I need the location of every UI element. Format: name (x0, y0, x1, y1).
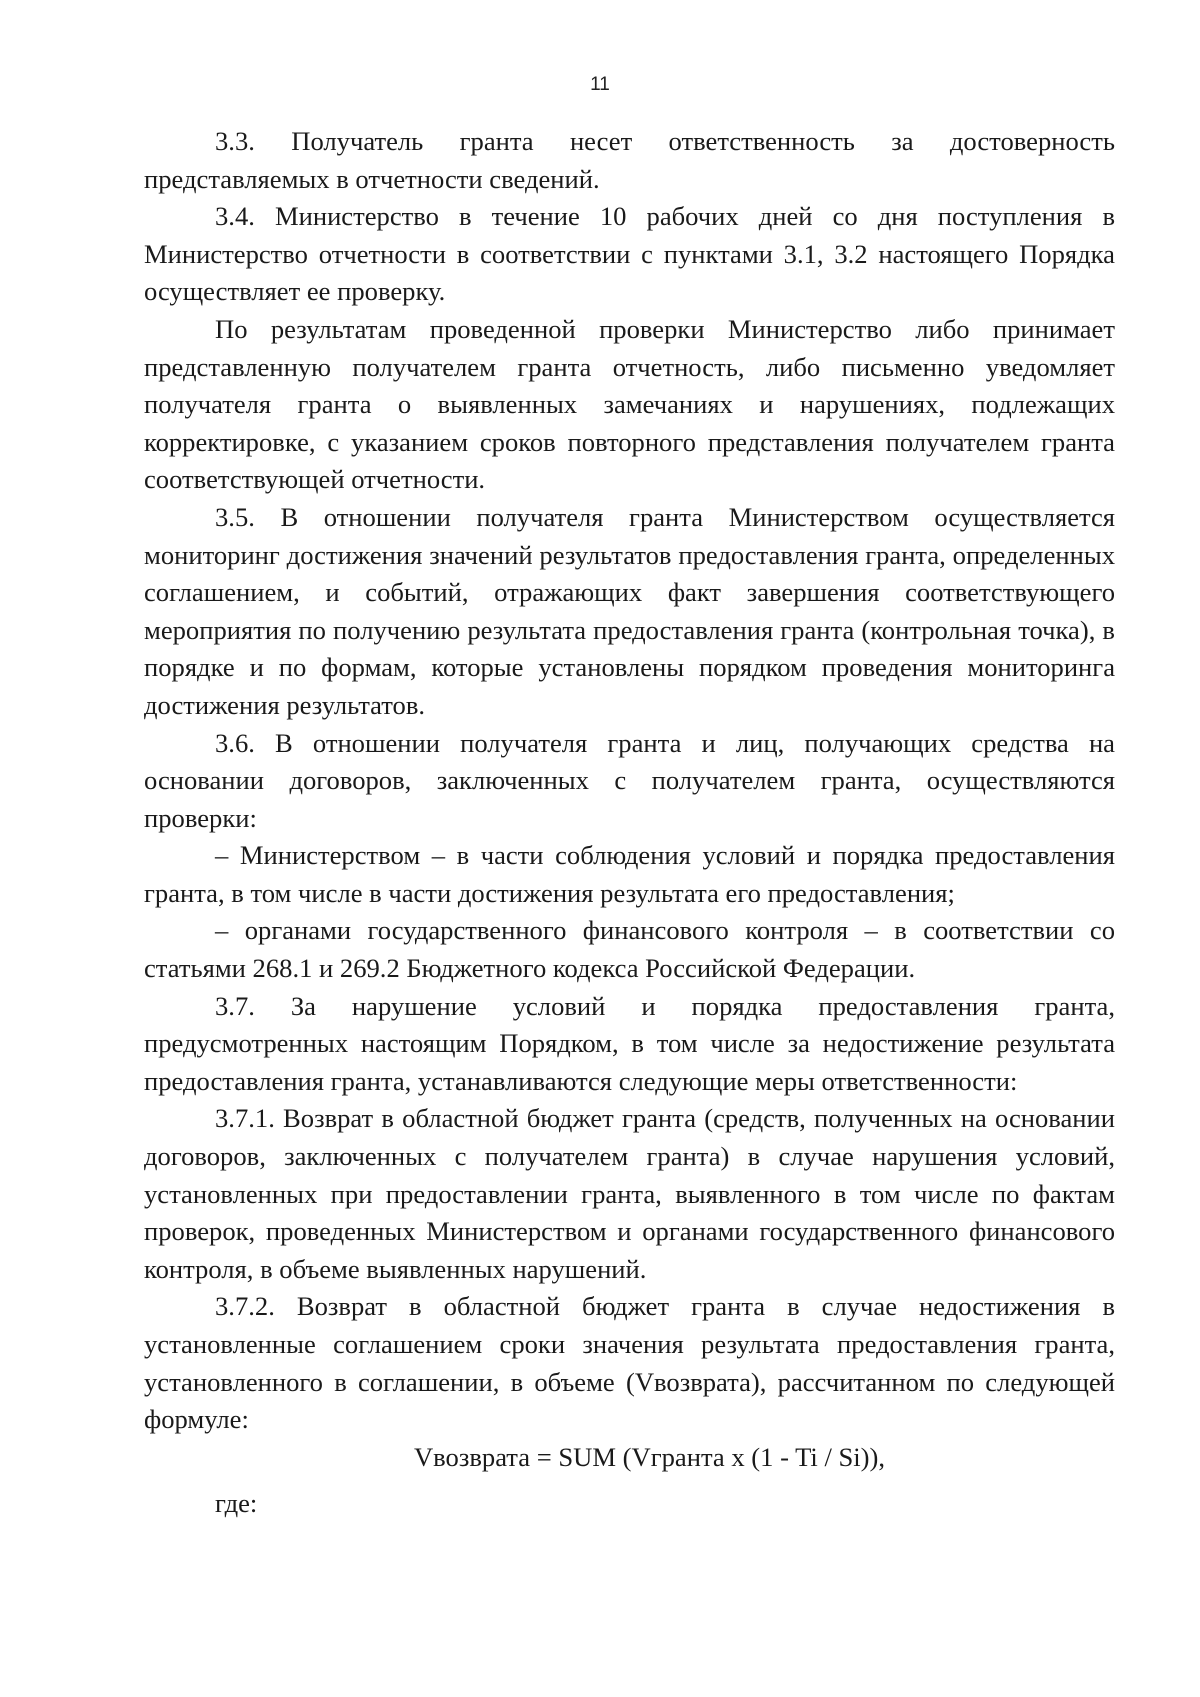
list-item-control-bodies: – органами государственного финансового контроля – в соответствии со статьями 268.1 и 269.2 Бюджетного кодекса Российской Федерации. (144, 915, 1115, 984)
page-number: 11 (590, 74, 610, 95)
paragraph-3-3: 3.3. Получатель гранта несет ответственность за достоверность представляемых в отчетности сведений. (144, 126, 1115, 194)
list-item-ministry: – Министерством – в части соблюдения условий и порядка предоставления гранта, в том числе в части достижения результата его предоставления; (144, 840, 1115, 908)
return-formula: Vвозврата = SUM (Vгранта x (1 - Ti / Si)), (413, 1441, 886, 1472)
paragraph-3-7: 3.7. За нарушение условий и порядка предоставления гранта, предусмотренных настоящим Порядком, в том числе за недостижение результата предоставления гранта, устанавливаются следующие меры ответственности: (144, 990, 1115, 1096)
where-label: где: (215, 1488, 258, 1519)
paragraph-3-7-1: 3.7.1. Возврат в областной бюджет гранта (средств, полученных на основании договоров, заключенных с получателем гранта) в случае нарушения условий, установленных при предоставлении гранта, выявленного в том числе по фактам проверок, проведенных Министерством и органами государственного финансового контроля, в объеме выявленных нарушений. (144, 1103, 1115, 1284)
paragraph-3-6: 3.6. В отношении получателя гранта и лиц, получающих средства на основании договоров, заключенных с получателем гранта, осуществляются проверки: (144, 727, 1115, 833)
paragraph-3-4: 3.4. Министерство в течение 10 рабочих дней со дня поступления в Министерство отчетности в соответствии с пунктами 3.1, 3.2 настоящего Порядка осуществляет ее проверку. (144, 201, 1115, 307)
document-body (144, 123, 1115, 1523)
paragraph-3-7-2: 3.7.2. Возврат в областной бюджет гранта в случае недостижения в установленные соглашением сроки значения результата предоставления гранта, установленного в соглашении, в объеме (Vвозврата), рассчитанном по следующей формуле: (144, 1291, 1115, 1435)
paragraph-review-results: По результатам проведенной проверки Министерство либо принимает представленную получателем гранта отчетность, либо письменно уведомляет получателя гранта о выявленных замечаниях и нарушениях, подлежащих корректировке, с указанием сроков повторного представления получателем гранта соответствующей отчетности. (144, 313, 1115, 495)
paragraph-3-5: 3.5. В отношении получателя гранта Министерством осуществляется мониторинг достижения значений результатов предоставления гранта, определенных соглашением, и событий, отражающих факт завершения соответствующего мероприятия по получению результата предоставления гранта (контрольная точка), в порядке и по формам, которые установлены порядком проведения мониторинга достижения результатов. (144, 501, 1115, 720)
